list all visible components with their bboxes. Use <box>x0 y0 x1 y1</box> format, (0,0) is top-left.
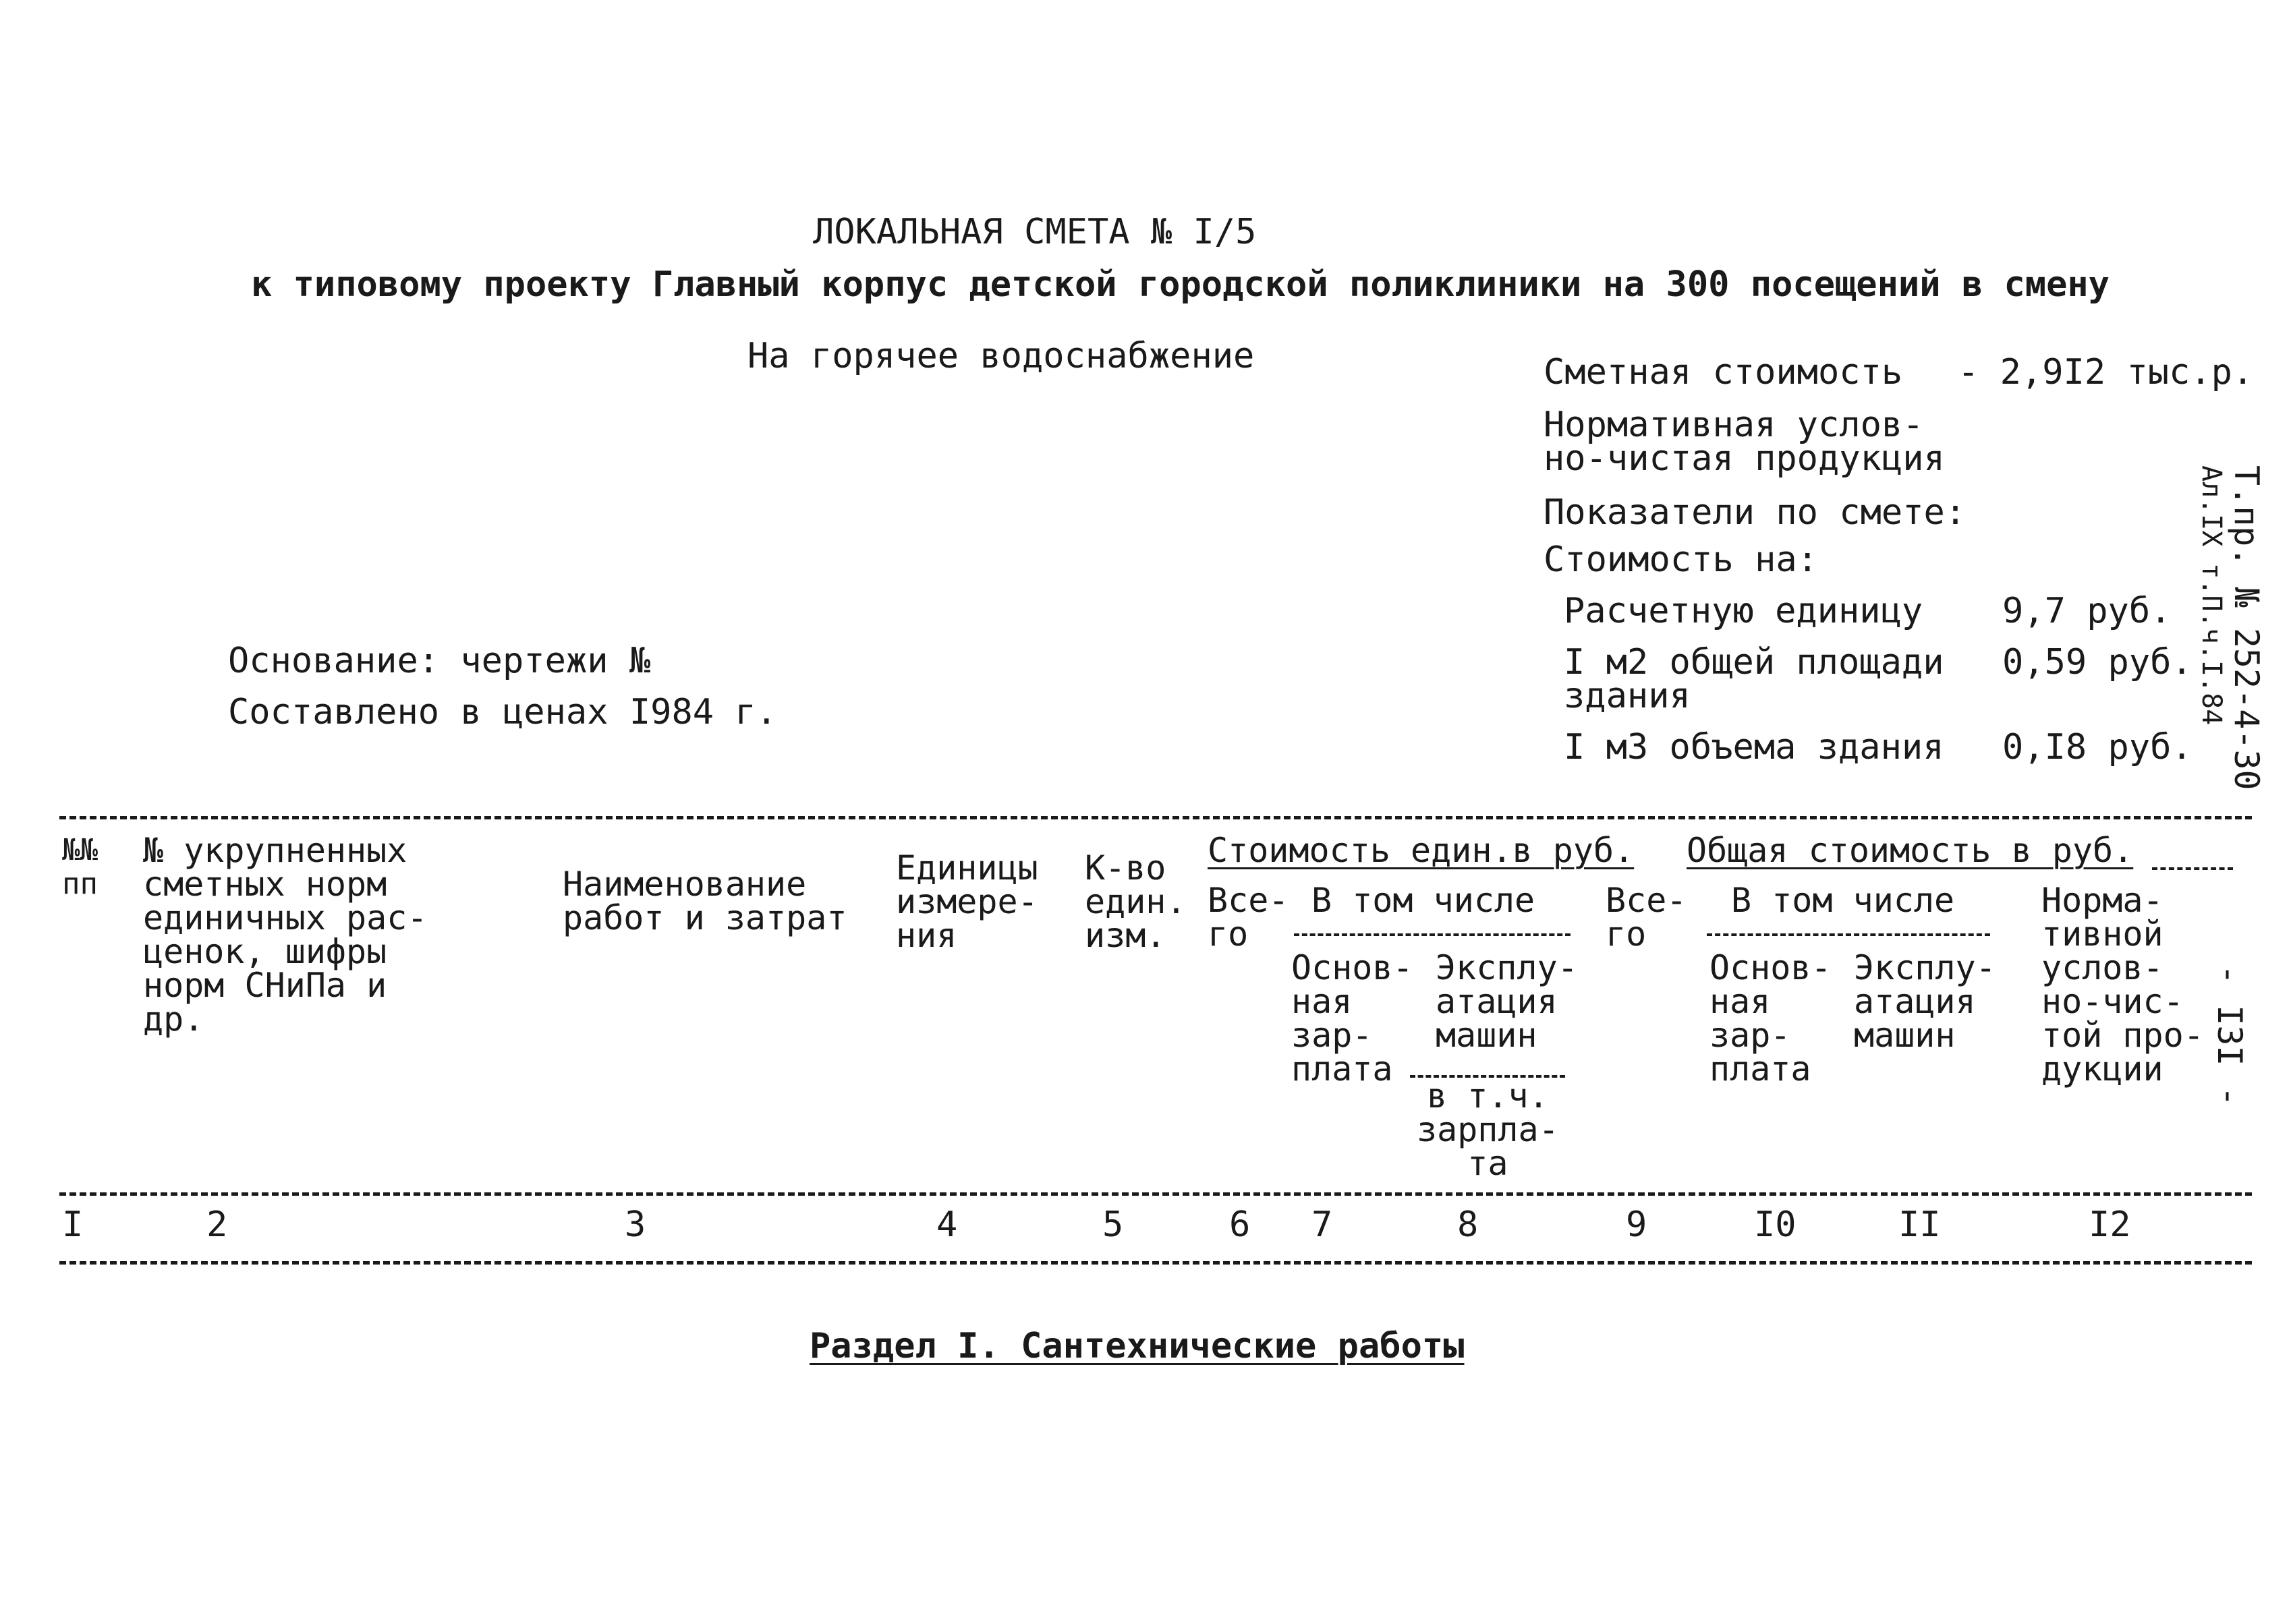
column-number: 5 <box>1102 1205 1124 1245</box>
header-col-3: Наименование работ и затрат <box>563 865 847 937</box>
m2-cost-value: 0,59 руб. <box>2002 642 2193 683</box>
column-number: I <box>62 1205 84 1245</box>
header-incl-total: В том числе <box>1731 881 1955 920</box>
column-number: II <box>1898 1205 1941 1245</box>
column-number: 9 <box>1626 1205 1647 1245</box>
net-product-label-1: Нормативная услов- <box>1544 405 1924 445</box>
column-number: 6 <box>1229 1205 1251 1245</box>
header-incl-unit: В том числе <box>1311 881 1535 920</box>
column-number: I0 <box>1754 1205 1797 1245</box>
header-col-11: Эксплу- атация машин <box>1854 948 1996 1055</box>
header-col-4: Единицы измере- ния <box>896 848 1038 955</box>
estimate-subject: На горячее водоснабжение <box>747 336 1255 376</box>
header-col-6: Все- го <box>1208 881 1289 954</box>
header-col-1: №№ пп <box>62 833 98 901</box>
header-col-9: Все- го <box>1606 881 1687 954</box>
stamp-album: Ал.IX т.П.ч.I.84 <box>2196 465 2227 726</box>
header-col-2: № укрупненных сметных норм единичных рас- ценок, шифры норм СНиПа и др. <box>143 831 428 1039</box>
header-incl-unit-rule <box>1294 933 1571 936</box>
header-col-5: К-во един. изм. <box>1085 848 1187 955</box>
header-group-total-cost: Общая стоимость в руб. <box>1687 831 2134 870</box>
unit-cost-label: Расчетную единицу <box>1564 591 1923 631</box>
m3-cost-value: 0,I8 руб. <box>2002 727 2193 767</box>
column-number: I2 <box>2089 1205 2131 1245</box>
header-col-8: Эксплу- атация машин <box>1436 948 1578 1055</box>
column-number: 8 <box>1457 1205 1479 1245</box>
unit-cost-value: 9,7 руб. <box>2002 591 2172 631</box>
basis-drawings: Основание: чертежи № <box>228 641 651 681</box>
header-col-12: Норма- тивной услов- но-чис- той про- дукции <box>2041 881 2204 1089</box>
column-number: 7 <box>1311 1205 1333 1245</box>
m2-cost-label-1: I м2 общей площади <box>1564 642 1944 683</box>
header-group-tail-rule <box>2152 867 2233 870</box>
net-product-label-2: но-чистая продукция <box>1544 438 1945 479</box>
m2-cost-label-2: здания <box>1564 676 1691 716</box>
column-number: 3 <box>625 1205 646 1245</box>
column-number: 4 <box>936 1205 958 1245</box>
cost-value: - 2,9I2 тыс.р. <box>1958 352 2254 393</box>
header-col-8-sub: в т.ч. зарпла- та <box>1417 1076 1559 1183</box>
table-mid-rule <box>59 1192 2252 1196</box>
column-number: 2 <box>206 1205 228 1245</box>
basis-prices: Составлено в ценах I984 г. <box>228 692 777 732</box>
cost-label: Сметная стоимость <box>1544 352 1903 393</box>
stamp-project-number: Т.пр. № 252-4-30 <box>2227 465 2266 790</box>
section-title: Раздел I. Сантехнические работы <box>810 1326 1465 1366</box>
header-incl-total-rule <box>1707 933 1990 936</box>
document-title: ЛОКАЛЬНАЯ СМЕТА № I/5 <box>813 212 1257 252</box>
table-top-rule <box>59 816 2252 819</box>
table-bottom-rule <box>59 1261 2252 1265</box>
indicators-label: Показатели по смете: <box>1544 492 1967 533</box>
cost-on-label: Стоимость на: <box>1544 540 1818 580</box>
page-number: - I3I - <box>2210 964 2249 1107</box>
header-group-unit-cost: Стоимость един.в руб. <box>1208 831 1635 870</box>
header-col-7: Основ- ная зар- плата <box>1291 948 1413 1089</box>
m3-cost-label: I м3 объема здания <box>1564 727 1944 767</box>
project-subtitle: к типовому проекту Главный корпус детской городской поликлиники на 300 посещений в смену <box>251 264 2110 305</box>
header-col-10: Основ- ная зар- плата <box>1709 948 1832 1089</box>
